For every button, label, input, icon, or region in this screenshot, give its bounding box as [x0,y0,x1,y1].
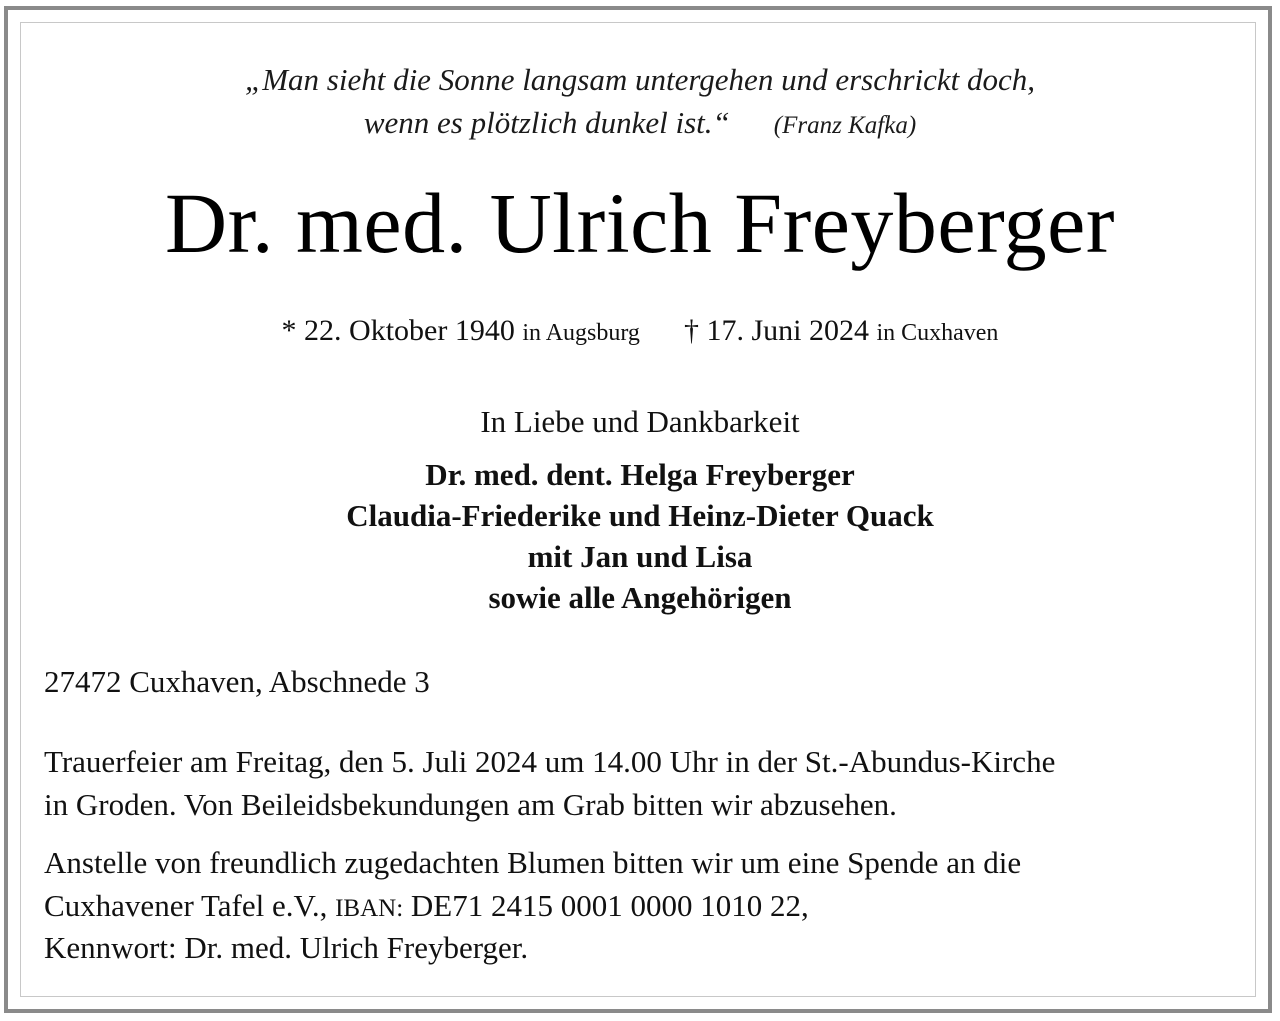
birth-place: in Augsburg [522,320,640,346]
mourner-name: mit Jan und Lisa [527,539,753,574]
death-place: in Cuxhaven [876,320,999,346]
mourners-intro: In Liebe und Dankbarkeit [480,404,800,439]
deceased-name: Dr. med. Ulrich Freyberger [165,175,1115,271]
quote-line-2-text: wenn es plötzlich dunkel ist.“ [363,105,730,140]
iban-value: DE71 2415 0001 0000 1010 22, [410,888,809,923]
iban-label: IBAN: [335,895,404,922]
birth-date: * 22. Oktober 1940 [281,314,515,347]
address: 27472 Cuxhaven, Abschnede 3 [44,664,430,699]
life-dates [0,316,1280,346]
mourner-name: Dr. med. dent. Helga Freyberger [425,457,855,492]
funeral-line-1: Trauerfeier am Freitag, den 5. Juli 2024 um 14.00 Uhr in der St.-Abundus-Kirche [44,744,1056,779]
donation-recipient: Cuxhavener Tafel e.V., [44,888,328,923]
donation-line-3: Kennwort: Dr. med. Ulrich Freyberger. [44,930,529,965]
donation-line-1: Anstelle von freundlich zugedachten Blumen bitten wir um eine Spende an die [44,845,1022,880]
quote-line-2 [0,107,1280,138]
donation-line-2 [44,890,809,921]
mourner-name: sowie alle Angehörigen [488,580,792,615]
death-date: † 17. Juni 2024 [683,314,869,347]
funeral-line-2: in Groden. Von Beileidsbekundungen am Grab bitten wir abzusehen. [44,787,897,822]
quote-author: (Franz Kafka) [773,112,917,139]
mourner-name: Claudia-Friederike und Heinz-Dieter Quack [346,498,934,533]
quote-line-1: „Man sieht die Sonne langsam untergehen und erschrickt doch, [244,62,1036,97]
